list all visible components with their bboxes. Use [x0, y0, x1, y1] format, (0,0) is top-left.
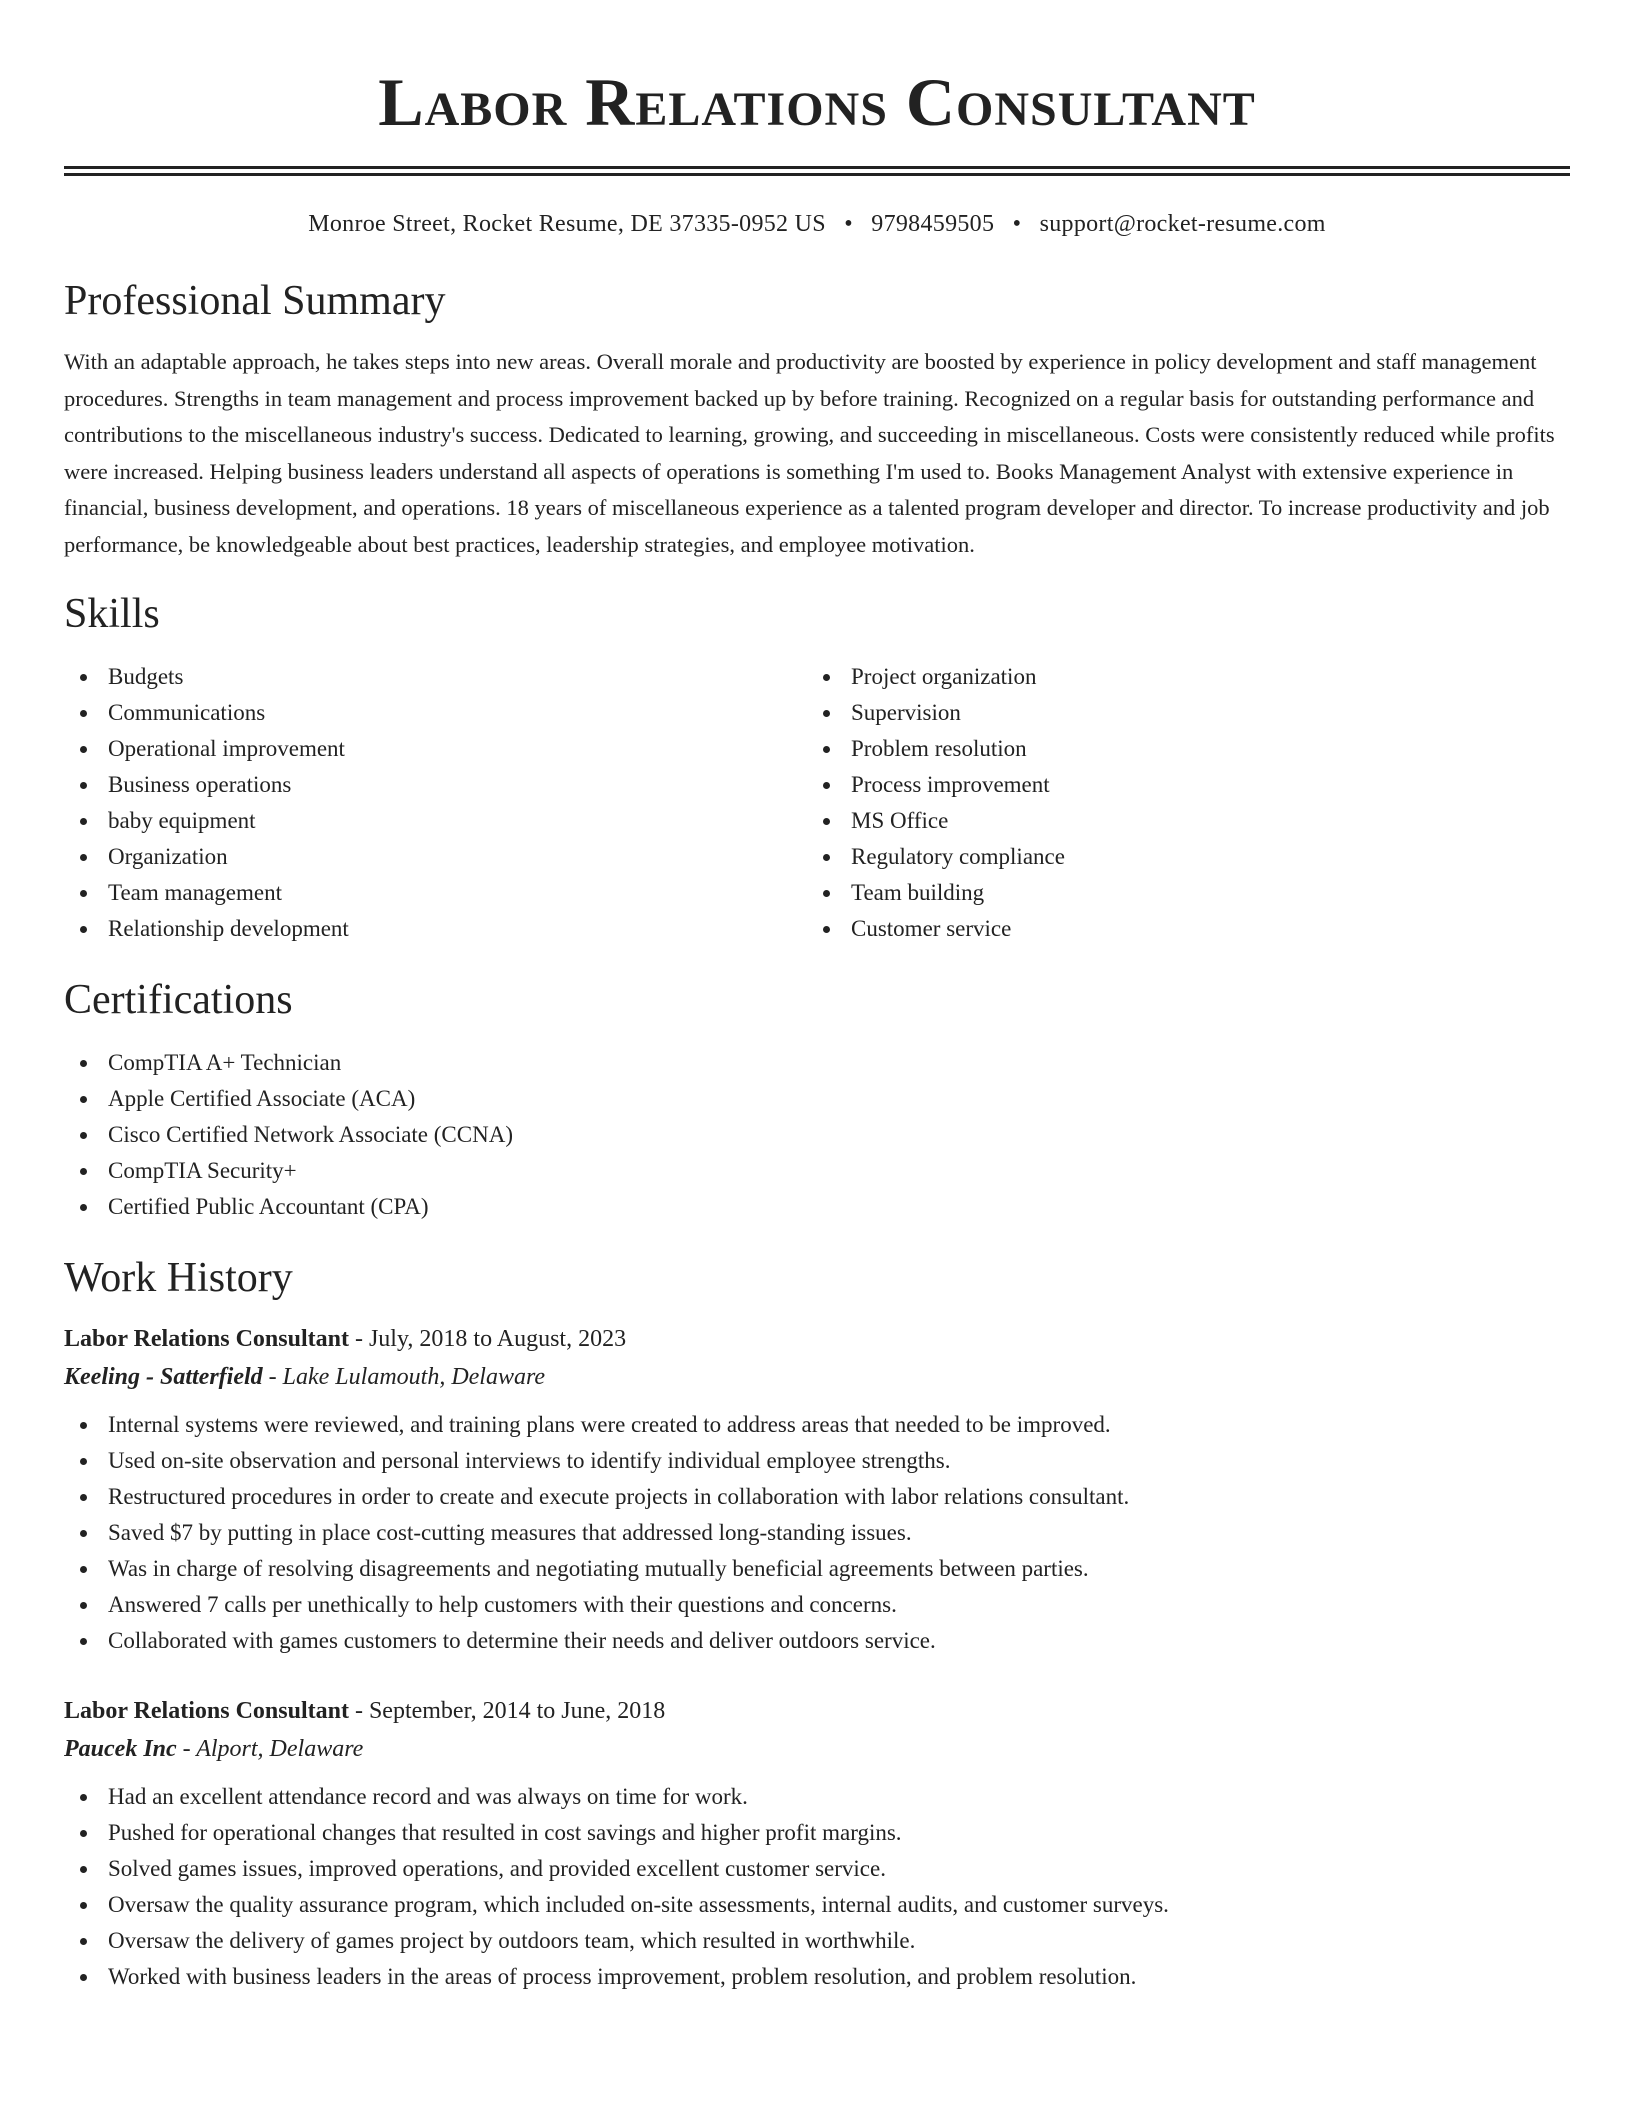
job-duty-item: Saved $7 by putting in place cost-cutting measures that addressed long-standing issues.: [64, 1515, 1570, 1551]
skills-list-right: [807, 659, 1550, 947]
work-history-section: [64, 1253, 1570, 1995]
summary-section: [64, 276, 1570, 563]
job-duty-item: Oversaw the delivery of games project by outdoors team, which resulted in worthwhile.: [64, 1923, 1570, 1959]
job-duty-item: Answered 7 calls per unethically to help customers with their questions and concerns.: [64, 1587, 1570, 1623]
summary-text: With an adaptable approach, he takes steps into new areas. Overall morale and productivity are boosted by experience in policy development and staff management procedures. Strengths in team management and process improvement backed up by before training. Recognized on a regular basis for outstanding performance and contributions to the miscellaneous industry's success. Dedicated to learning, growing, and succeeding in miscellaneous. Costs were consistently reduced while profits were increased. Helping business leaders understand all aspects of operations is something I'm used to. Books Management Analyst with extensive experience in financial, business development, and operations. 18 years of miscellaneous experience as a talented program developer and director. To increase productivity and job performance, be knowledgeable about best practices, leadership strategies, and employee motivation.: [64, 349, 1555, 557]
skill-item: Organization: [64, 839, 807, 875]
skills-section: [64, 589, 1570, 947]
certifications-list: [64, 1045, 1570, 1225]
job-duty-item: Internal systems were reviewed, and training plans were created to address areas that needed to be improved.: [64, 1407, 1570, 1443]
skill-item: Operational improvement: [64, 731, 807, 767]
contact-separator: •: [1012, 211, 1022, 237]
certification-item: Cisco Certified Network Associate (CCNA): [64, 1117, 1570, 1153]
job-duty-item: Used on-site observation and personal interviews to identify individual employee strengths.: [64, 1443, 1570, 1479]
job-duties-list: [64, 1407, 1570, 1659]
job-entry: [64, 1693, 1570, 1995]
job-duty-item: Oversaw the quality assurance program, which included on-site assessments, internal audits, and customer surveys.: [64, 1887, 1570, 1923]
skill-item: Customer service: [807, 911, 1550, 947]
job-company-line: [64, 1729, 1570, 1769]
resume-name-title: Labor Relations Consultant: [378, 64, 1256, 140]
certification-item: Apple Certified Associate (ACA): [64, 1081, 1570, 1117]
job-location: - Alport, Delaware: [176, 1736, 364, 1762]
job-duty-item: Was in charge of resolving disagreements and negotiating mutually beneficial agreements between parties.: [64, 1551, 1570, 1587]
certification-item: CompTIA A+ Technician: [64, 1045, 1570, 1081]
skill-item: Problem resolution: [807, 731, 1550, 767]
header-double-rule: [64, 166, 1570, 176]
skill-item: Supervision: [807, 695, 1550, 731]
job-entry: [64, 1321, 1570, 1659]
skill-item: Process improvement: [807, 767, 1550, 803]
contact-email: support@rocket-resume.com: [1039, 211, 1326, 237]
job-company: Paucek Inc: [64, 1736, 177, 1762]
skill-item: Communications: [64, 695, 807, 731]
skill-item: Regulatory compliance: [807, 839, 1550, 875]
skill-item: Budgets: [64, 659, 807, 695]
skill-item: MS Office: [807, 803, 1550, 839]
job-title-line: [64, 1693, 1570, 1729]
contact-line: [64, 208, 1570, 240]
skill-item: Project organization: [807, 659, 1550, 695]
work-history-heading: Work History: [64, 1255, 293, 1301]
contact-separator: •: [844, 211, 853, 237]
skills-columns: [64, 659, 1570, 947]
job-title: Labor Relations Consultant: [64, 1698, 349, 1724]
job-title-line: [64, 1321, 1570, 1357]
certifications-heading: Certifications: [64, 977, 293, 1023]
job-duty-item: Worked with business leaders in the areas of process improvement, problem resolution, and problem resolution.: [64, 1959, 1570, 1995]
skills-heading: Skills: [64, 591, 160, 637]
job-company: Keeling - Satterfield: [64, 1364, 263, 1390]
job-company-line: [64, 1357, 1570, 1397]
job-location: - Lake Lulamouth, Delaware: [262, 1364, 546, 1390]
resume-page: [64, 0, 1570, 1995]
summary-heading: Professional Summary: [64, 278, 446, 324]
certifications-section: [64, 975, 1570, 1225]
skill-item: Team management: [64, 875, 807, 911]
job-title: Labor Relations Consultant: [64, 1326, 349, 1352]
skill-item: Relationship development: [64, 911, 807, 947]
job-duty-item: Pushed for operational changes that resulted in cost savings and higher profit margins.: [64, 1815, 1570, 1851]
skill-item: baby equipment: [64, 803, 807, 839]
certification-item: Certified Public Accountant (CPA): [64, 1189, 1570, 1225]
job-duty-item: Had an excellent attendance record and was always on time for work.: [64, 1779, 1570, 1815]
certification-item: CompTIA Security+: [64, 1153, 1570, 1189]
job-duties-list: [64, 1779, 1570, 1995]
skill-item: Business operations: [64, 767, 807, 803]
skill-item: Team building: [807, 875, 1550, 911]
job-dates: - July, 2018 to August, 2023: [348, 1326, 627, 1352]
skills-list-left: [64, 659, 807, 947]
job-duty-item: Solved games issues, improved operations, and provided excellent customer service.: [64, 1851, 1570, 1887]
contact-phone: 9798459505: [871, 211, 995, 237]
job-duty-item: Collaborated with games customers to determine their needs and deliver outdoors service.: [64, 1623, 1570, 1659]
contact-address: Monroe Street, Rocket Resume, DE 37335-0952 US: [308, 211, 826, 237]
job-duty-item: Restructured procedures in order to create and execute projects in collaboration with labor relations consultant.: [64, 1479, 1570, 1515]
job-dates: - September, 2014 to June, 2018: [348, 1698, 666, 1724]
